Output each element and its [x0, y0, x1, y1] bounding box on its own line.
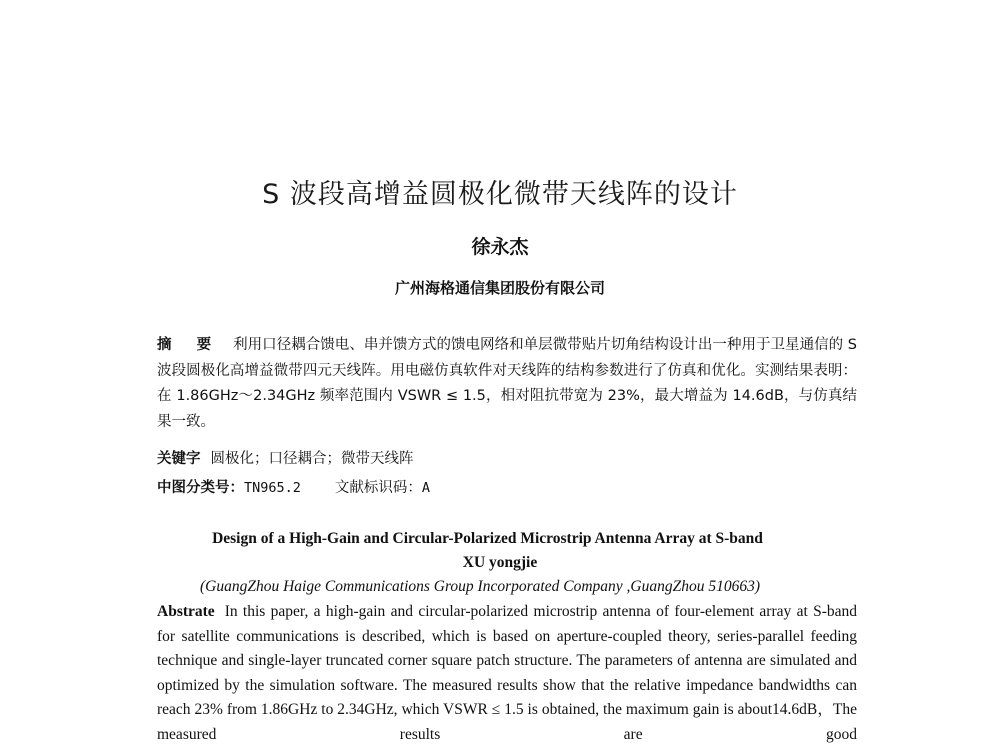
doc-code-value: A: [421, 480, 431, 496]
chinese-affiliation: 广州海格通信集团股份有限公司: [394, 279, 605, 297]
chinese-keywords-label: 关键字: [157, 451, 201, 467]
english-abstract-text: In this paper, a high-gain and circular-polarized microstrip antenna of four-element array at S-band for satellite communications is described, which is based on aperture-coupled theory, series-parallel feeding technique and single-layer truncated corner square patch structure. The parameters of antenna are simulated and optimized by the simulation software. The measured results show that the relative impedance bandwidths can reach 23% from 1.86GHz to 2.34GHz, which VSWR ≤ 1.5 is obtained, the maximum gain is about14.6dB，The measured results are good: [157, 603, 857, 743]
chinese-classification: [157, 476, 857, 501]
classification-label: 中图分类号：: [157, 480, 244, 496]
chinese-abstract-label: 摘 要: [157, 337, 222, 353]
english-author: XU yongjie: [462, 554, 538, 571]
english-title: Design of a High-Gain and Circular-Polarized Microstrip Antenna Array at S-band: [212, 530, 763, 547]
english-affiliation: (GuangZhou Haige Communications Group Incorporated Company ,GuangZhou 510663): [200, 578, 760, 595]
chinese-author: 徐永杰: [471, 236, 529, 258]
chinese-title: S 波段高增益圆极化微带天线阵的设计: [262, 179, 738, 210]
chinese-abstract: [157, 333, 857, 435]
classification-value: TN965.2: [244, 480, 301, 496]
english-abstract: [157, 600, 857, 747]
english-abstract-label: Abstrate: [157, 603, 215, 620]
chinese-abstract-text: 利用口径耦合馈电、串并馈方式的馈电网络和单层微带贴片切角结构设计出一种用于卫星通信的 S 波段圆极化高增益微带四元天线阵。用电磁仿真软件对天线阵的结构参数进行了仿真和优化。实测结果表明：在 1.86GHz～2.34GHz 频率范围内 VSWR ≤ 1.5，相对阻抗带宽为 23%，最大增益为 14.6dB，与仿真结果一致。: [157, 337, 857, 430]
chinese-keywords-text: 圆极化；口径耦合；微带天线阵: [210, 451, 414, 467]
doc-code-label: 文献标识码：: [334, 480, 422, 496]
chinese-keywords: [157, 447, 857, 472]
